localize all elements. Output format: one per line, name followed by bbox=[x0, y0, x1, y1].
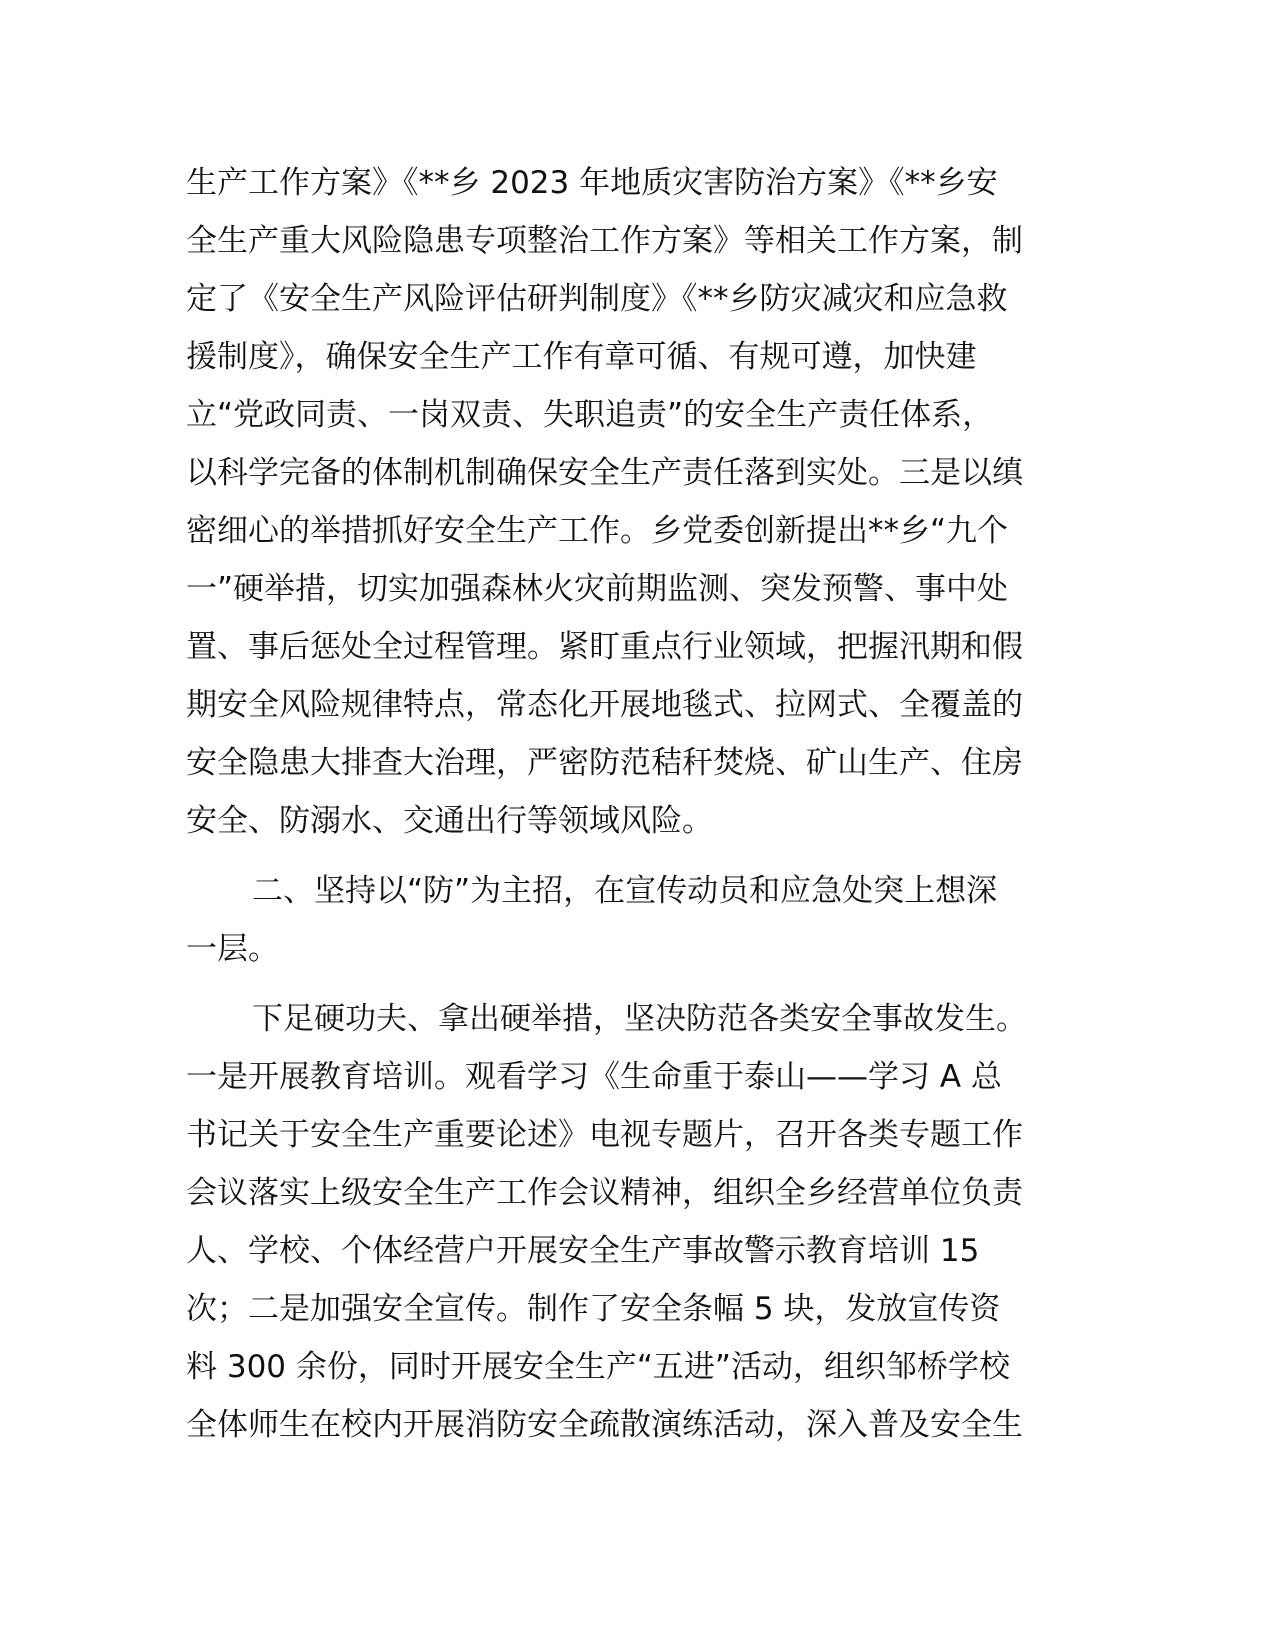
text-line: 全体师生在校内开展消防安全疏散演练活动，深入普及安全生 bbox=[186, 1407, 1023, 1443]
text-line: 书记关于安全生产重要论述》电视专题片，召开各类专题工作 bbox=[186, 1117, 1023, 1153]
text-line: 下足硬功夫、拿出硬举措，坚决防范各类安全事故发生。 bbox=[252, 1001, 1027, 1037]
text-line: 料 300 余份，同时开展安全生产“五进”活动，组织邹桥学校 bbox=[186, 1349, 1010, 1385]
heading-line: 一层。 bbox=[186, 931, 279, 967]
text-line: 以科学完备的体制机制确保安全生产责任落到实处。三是以缜 bbox=[186, 455, 1023, 491]
document-body bbox=[186, 154, 1091, 1454]
text-line: 人、学校、个体经营户开展安全生产事故警示教育培训 15 bbox=[186, 1233, 980, 1269]
text-line: 期安全风险规律特点，常态化开展地毯式、拉网式、全覆盖的 bbox=[186, 687, 1023, 723]
text-line: 次；二是加强安全宣传。制作了安全条幅 5 块，发放宣传资 bbox=[186, 1291, 1001, 1327]
text-line: 援制度》，确保安全生产工作有章可循、有规可遵，加快建 bbox=[186, 339, 977, 375]
text-line: 置、事后惩处全过程管理。紧盯重点行业领域，把握汛期和假 bbox=[186, 629, 1023, 665]
text-line: 一是开展教育培训。观看学习《生命重于泰山——学习 A 总 bbox=[186, 1059, 1002, 1095]
text-line: 定了《安全生产风险评估研判制度》《**乡防灾减灾和应急救 bbox=[186, 281, 1008, 317]
heading-line: 二、坚持以“防”为主招，在宣传动员和应急处突上想深 bbox=[252, 873, 998, 909]
text-line: 生产工作方案》《**乡 2023 年地质灾害防治方案》《**乡安 bbox=[186, 165, 998, 201]
text-line: 安全、防溺水、交通出行等领域风险。 bbox=[186, 803, 713, 839]
paragraph-body bbox=[186, 990, 1091, 1454]
paragraph-continuation bbox=[186, 154, 1091, 850]
text-line: 密细心的举措抓好安全生产工作。乡党委创新提出**乡“九个 bbox=[186, 513, 1009, 549]
text-line: 立“党政同责、一岗双责、失职追责”的安全生产责任体系， bbox=[186, 397, 994, 433]
text-line: 一”硬举措，切实加强森林火灾前期监测、突发预警、事中处 bbox=[186, 571, 1009, 607]
text-line: 会议落实上级安全生产工作会议精神，组织全乡经营单位负责 bbox=[186, 1175, 1023, 1211]
text-line: 安全隐患大排查大治理，严密防范秸秆焚烧、矿山生产、住房 bbox=[186, 745, 1023, 781]
text-line: 全生产重大风险隐患专项整治工作方案》等相关工作方案，制 bbox=[186, 223, 1023, 259]
section-heading bbox=[186, 862, 1091, 978]
